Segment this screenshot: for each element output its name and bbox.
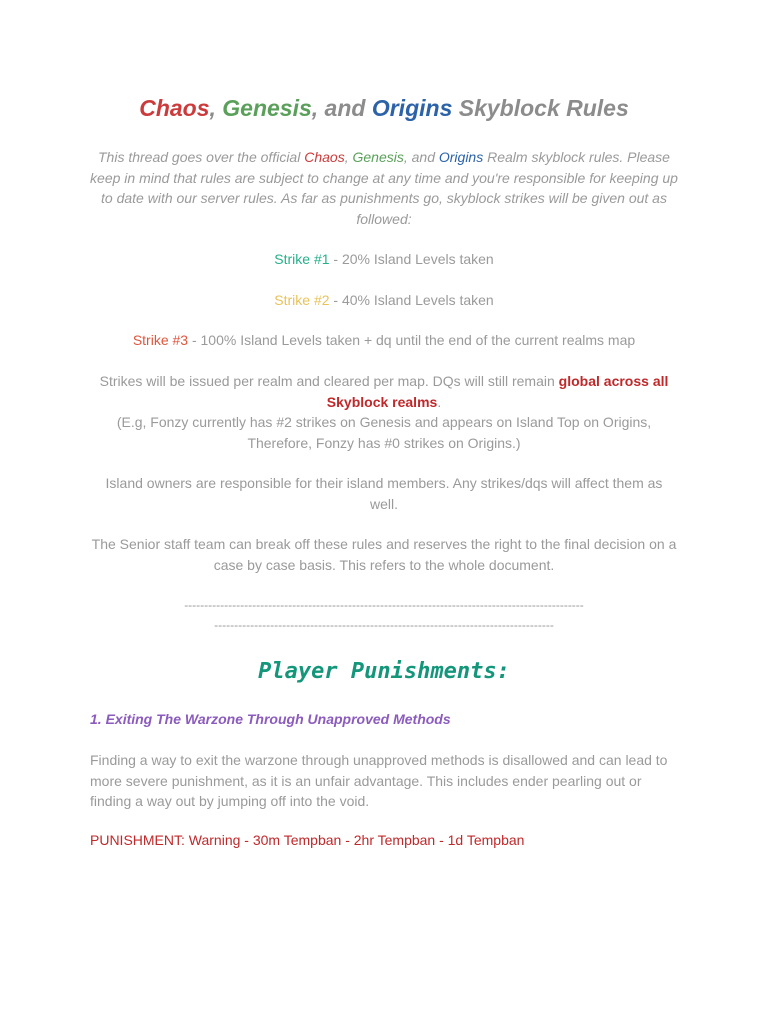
island-owners-paragraph: Island owners are responsible for their island members. Any strikes/dqs will affect them as well. <box>105 475 663 512</box>
strike-2-line <box>90 290 678 311</box>
realm-note-part1: Strikes will be issued per realm and cleared per map. DQs will still remain <box>99 373 559 389</box>
rule-heading: 1. Exiting The Warzone Through Unapproved Methods <box>90 711 451 727</box>
strike-1-text: - 20% Island Levels taken <box>329 251 494 267</box>
rule-punishment: PUNISHMENT: Warning - 30m Tempban - 2hr Tempban - 1d Tempban <box>90 832 525 848</box>
divider-line-2: ------------------------------------------------------------------------------------- <box>214 618 554 632</box>
title-chaos: Chaos <box>139 95 210 121</box>
intro-part2: Realm skyblock rules. Please keep in mind that rules are subject to change at any time and you're responsible for keeping up to date with our server rules. As far as punishments go, skyblock strikes will be given out as followed: <box>90 149 678 227</box>
strike-1-label: Strike #1 <box>274 251 330 267</box>
strike-2-text: - 40% Island Levels taken <box>329 292 494 308</box>
intro-origins: Origins <box>438 149 484 165</box>
realm-note-bold: global across all Skyblock realms <box>326 373 669 410</box>
title-sep1: , <box>209 95 223 121</box>
senior-staff-paragraph: The Senior staff team can break off these rules and reserves the right to the final decision on a case by case basis. This refers to the whole document. <box>91 536 677 573</box>
realm-note-part2: . <box>437 393 442 410</box>
intro-sep2: , and <box>403 149 439 165</box>
title-origins: Origins <box>371 95 453 121</box>
intro-genesis: Genesis <box>352 149 404 165</box>
title-genesis: Genesis <box>222 95 312 121</box>
title-rest: Skyblock Rules <box>452 95 629 121</box>
intro-part1: This thread goes over the official <box>98 149 305 165</box>
strike-3-line <box>70 330 698 351</box>
section-title: Player Punishments: <box>258 659 510 684</box>
realm-note <box>90 371 678 453</box>
title-sep2: , and <box>311 95 372 121</box>
divider-line-1: ---------------------------------------------------------------------------------------------------- <box>184 598 584 612</box>
strike-3-label: Strike #3 <box>132 332 189 348</box>
strike-2-label: Strike #2 <box>274 292 330 308</box>
page-title <box>0 92 768 124</box>
intro-paragraph <box>90 147 678 229</box>
realm-note-example: (E.g, Fonzy currently has #2 strikes on Genesis and appears on Island Top on Origins, Therefore, Fonzy has #0 strikes on Origins.) <box>116 414 652 451</box>
strike-1-line <box>90 249 678 270</box>
intro-chaos: Chaos <box>304 149 345 165</box>
intro-sep1: , <box>344 149 353 165</box>
strike-3-text: - 100% Island Levels taken + dq until the end of the current realms map <box>188 332 636 348</box>
rule-body: Finding a way to exit the warzone through unapproved methods is disallowed and can lead to more severe punishment, as it is an unfair advantage. This includes ender pearling out or finding a way out by jumping off into the void. <box>90 752 668 809</box>
